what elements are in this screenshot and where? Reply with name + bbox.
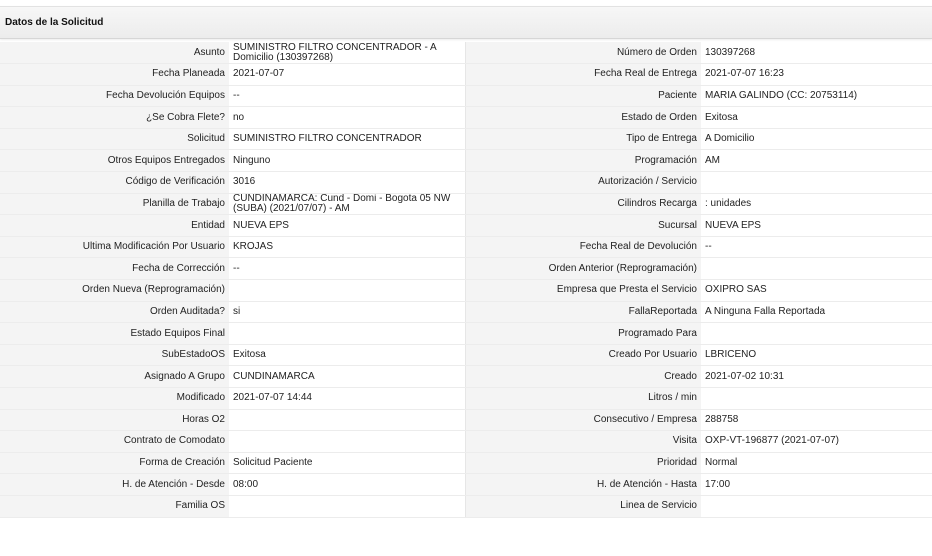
- field-value: si: [229, 301, 465, 323]
- field-label: Visita: [465, 431, 701, 453]
- field-value: NUEVA EPS: [701, 215, 932, 237]
- field-label: Horas O2: [0, 409, 229, 431]
- field-label: Solicitud: [0, 128, 229, 150]
- field-label: Prioridad: [465, 452, 701, 474]
- field-label: H. de Atención - Hasta: [465, 474, 701, 496]
- field-value: 3016: [229, 172, 465, 194]
- field-value: 2021-07-07 16:23: [701, 64, 932, 86]
- field-value: no: [229, 107, 465, 129]
- field-label: Entidad: [0, 215, 229, 237]
- field-label: Fecha de Corrección: [0, 258, 229, 280]
- field-value: 130397268: [701, 42, 932, 64]
- field-label: Sucursal: [465, 215, 701, 237]
- field-value: [229, 495, 465, 517]
- field-value: 2021-07-07: [229, 64, 465, 86]
- field-label: Orden Auditada?: [0, 301, 229, 323]
- field-label: Estado Equipos Final: [0, 323, 229, 345]
- field-label: Linea de Servicio: [465, 495, 701, 517]
- field-value: OXP-VT-196877 (2021-07-07): [701, 431, 932, 453]
- field-value: [701, 172, 932, 194]
- request-details-panel: [0, 6, 932, 518]
- field-value: [229, 431, 465, 453]
- detail-row: [0, 172, 932, 194]
- detail-row: [0, 258, 932, 280]
- detail-row: [0, 388, 932, 410]
- panel-header: [0, 6, 932, 39]
- field-value: KROJAS: [229, 236, 465, 258]
- field-value: [701, 388, 932, 410]
- field-value: CUNDINAMARCA: Cund - Domi - Bogota 05 NW (SUBA) (2021/07/07) - AM: [229, 193, 465, 215]
- field-value: CUNDINAMARCA: [229, 366, 465, 388]
- detail-row: [0, 42, 932, 64]
- detail-row: [0, 301, 932, 323]
- field-label: Cilindros Recarga: [465, 193, 701, 215]
- field-label: Código de Verificación: [0, 172, 229, 194]
- detail-row: [0, 495, 932, 517]
- detail-row: [0, 344, 932, 366]
- field-value: 288758: [701, 409, 932, 431]
- field-label: ¿Se Cobra Flete?: [0, 107, 229, 129]
- field-label: Ultima Modificación Por Usuario: [0, 236, 229, 258]
- field-value: SUMINISTRO FILTRO CONCENTRADOR - A Domicilio (130397268): [229, 42, 465, 64]
- field-label: Programación: [465, 150, 701, 172]
- field-label: Litros / min: [465, 388, 701, 410]
- field-label: Orden Anterior (Reprogramación): [465, 258, 701, 280]
- field-label: Modificado: [0, 388, 229, 410]
- field-value: [229, 409, 465, 431]
- detail-row: [0, 193, 932, 215]
- detail-row: [0, 236, 932, 258]
- field-label: Número de Orden: [465, 42, 701, 64]
- field-value: Solicitud Paciente: [229, 452, 465, 474]
- panel-title: Datos de la Solicitud: [5, 17, 104, 28]
- field-value: OXIPRO SAS: [701, 280, 932, 302]
- field-label: Estado de Orden: [465, 107, 701, 129]
- detail-row: [0, 366, 932, 388]
- field-value: [701, 258, 932, 280]
- field-value: [229, 323, 465, 345]
- field-label: Fecha Real de Devolución: [465, 236, 701, 258]
- field-label: Creado Por Usuario: [465, 344, 701, 366]
- detail-row: [0, 474, 932, 496]
- field-value: LBRICENO: [701, 344, 932, 366]
- field-value: --: [229, 258, 465, 280]
- detail-row: [0, 409, 932, 431]
- detail-row: [0, 452, 932, 474]
- field-label: Fecha Real de Entrega: [465, 64, 701, 86]
- field-label: Creado: [465, 366, 701, 388]
- field-label: Tipo de Entrega: [465, 128, 701, 150]
- field-label: Empresa que Presta el Servicio: [465, 280, 701, 302]
- detail-row: [0, 85, 932, 107]
- field-value: --: [701, 236, 932, 258]
- field-label: Contrato de Comodato: [0, 431, 229, 453]
- field-value: NUEVA EPS: [229, 215, 465, 237]
- field-value: [229, 280, 465, 302]
- field-value: [701, 495, 932, 517]
- field-value: 2021-07-02 10:31: [701, 366, 932, 388]
- field-label: Fecha Planeada: [0, 64, 229, 86]
- field-label: Autorización / Servicio: [465, 172, 701, 194]
- field-label: Asunto: [0, 42, 229, 64]
- field-value: : unidades: [701, 193, 932, 215]
- field-value: AM: [701, 150, 932, 172]
- detail-row: [0, 128, 932, 150]
- field-label: SubEstadoOS: [0, 344, 229, 366]
- detail-row: [0, 107, 932, 129]
- field-label: Planilla de Trabajo: [0, 193, 229, 215]
- field-label: Asignado A Grupo: [0, 366, 229, 388]
- field-label: Familia OS: [0, 495, 229, 517]
- field-label: H. de Atención - Desde: [0, 474, 229, 496]
- field-label: Orden Nueva (Reprogramación): [0, 280, 229, 302]
- field-label: Consecutivo / Empresa: [465, 409, 701, 431]
- detail-row: [0, 431, 932, 453]
- field-value: Ninguno: [229, 150, 465, 172]
- field-value: Normal: [701, 452, 932, 474]
- detail-row: [0, 150, 932, 172]
- field-label: Otros Equipos Entregados: [0, 150, 229, 172]
- field-value: SUMINISTRO FILTRO CONCENTRADOR: [229, 128, 465, 150]
- detail-row: [0, 64, 932, 86]
- detail-row: [0, 215, 932, 237]
- field-value: 17:00: [701, 474, 932, 496]
- field-value: A Domicilio: [701, 128, 932, 150]
- field-value: Exitosa: [701, 107, 932, 129]
- field-label: Programado Para: [465, 323, 701, 345]
- details-grid: [0, 42, 932, 518]
- field-value: Exitosa: [229, 344, 465, 366]
- field-value: 2021-07-07 14:44: [229, 388, 465, 410]
- field-label: Forma de Creación: [0, 452, 229, 474]
- detail-row: [0, 323, 932, 345]
- field-value: --: [229, 85, 465, 107]
- field-value: MARIA GALINDO (CC: 20753114): [701, 85, 932, 107]
- detail-row: [0, 280, 932, 302]
- field-label: Fecha Devolución Equipos: [0, 85, 229, 107]
- field-label: Paciente: [465, 85, 701, 107]
- field-value: A Ninguna Falla Reportada: [701, 301, 932, 323]
- field-value: 08:00: [229, 474, 465, 496]
- field-value: [701, 323, 932, 345]
- field-label: FallaReportada: [465, 301, 701, 323]
